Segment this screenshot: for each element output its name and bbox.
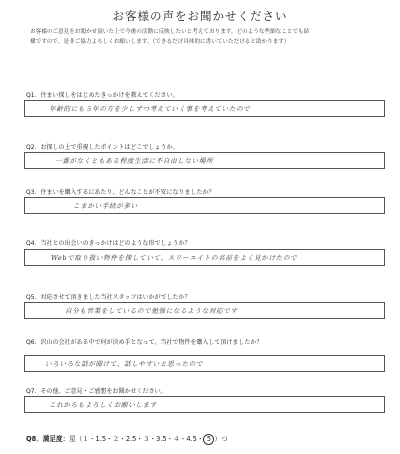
satisfaction-label: Q8．満足度： — [26, 435, 70, 443]
question-label-4: Q4．当社との出会いのきっかけはどのような形でしょうか？ — [26, 240, 191, 247]
answer-text-7: これからもよろしくお願いします — [49, 401, 157, 409]
answer-box-1 — [24, 100, 385, 117]
question-label-5: Q5．対応させて頂きました当社スタッフはいかがでしたか？ — [26, 294, 191, 301]
satisfaction-options: １・1.5・２・2.5・３・3.5・４・4.5・ — [82, 435, 204, 443]
answer-text-4: Webで取り扱い物件を探していて、スリーエイトの名前をよく見かけたので — [51, 254, 298, 262]
satisfaction-suffix: ）つ — [214, 435, 228, 443]
answer-box-3 — [24, 197, 385, 214]
question-label-2: Q2．お探しの上で重視したポイントはどこでしょうか。 — [26, 144, 179, 151]
question-label-1: Q1．住まい探しをはじめたきっかけを教えてください。 — [26, 92, 179, 99]
satisfaction-row — [26, 433, 228, 445]
question-label-3: Q3．住まいを購入するにあたり、どんなことが不安になりましたか？ — [26, 189, 215, 196]
answer-box-4 — [24, 249, 385, 266]
answer-box-7 — [24, 396, 385, 413]
page-title: お客様の声をお聞かせください — [112, 9, 288, 23]
answer-text-1: 年齢的にも５年の方を少しずつ考えていく事を考えていたので — [49, 105, 251, 113]
intro-text — [30, 27, 380, 47]
answer-box-5 — [24, 302, 385, 319]
answer-box-6 — [24, 355, 385, 372]
question-label-7: Q7．その他、ご意見・ご感想をお聞かせください。 — [26, 388, 167, 395]
answer-text-6: いろいろな話が聞けて、話しやすいと思ったので — [45, 360, 204, 368]
answer-text-2: 一番がなくともある程度生活に不自由しない場所 — [55, 157, 214, 165]
question-label-6: Q6．沢山の会社がある中で何が決め手となって、当社で物件を購入して頂けましたか？ — [26, 339, 263, 346]
answer-box-2 — [24, 152, 385, 169]
intro-line-2: 構ですので、是非ご協力よろしくお願いします。（できるだけ具体的に書いていただけると助かります） — [30, 39, 290, 45]
intro-line-1: お客様のご意見をお聞かせ頂いた上で今後の活動に反映したいと考えております。どのような些細なことでも結 — [30, 29, 310, 35]
satisfaction-prefix: 星（ — [69, 435, 83, 443]
satisfaction-selected-value: 5 — [203, 434, 214, 445]
answer-text-3: こまかい手続が多い — [73, 202, 138, 210]
answer-text-5: 自分も営業をしているので勉強になるような対応です — [65, 307, 238, 315]
